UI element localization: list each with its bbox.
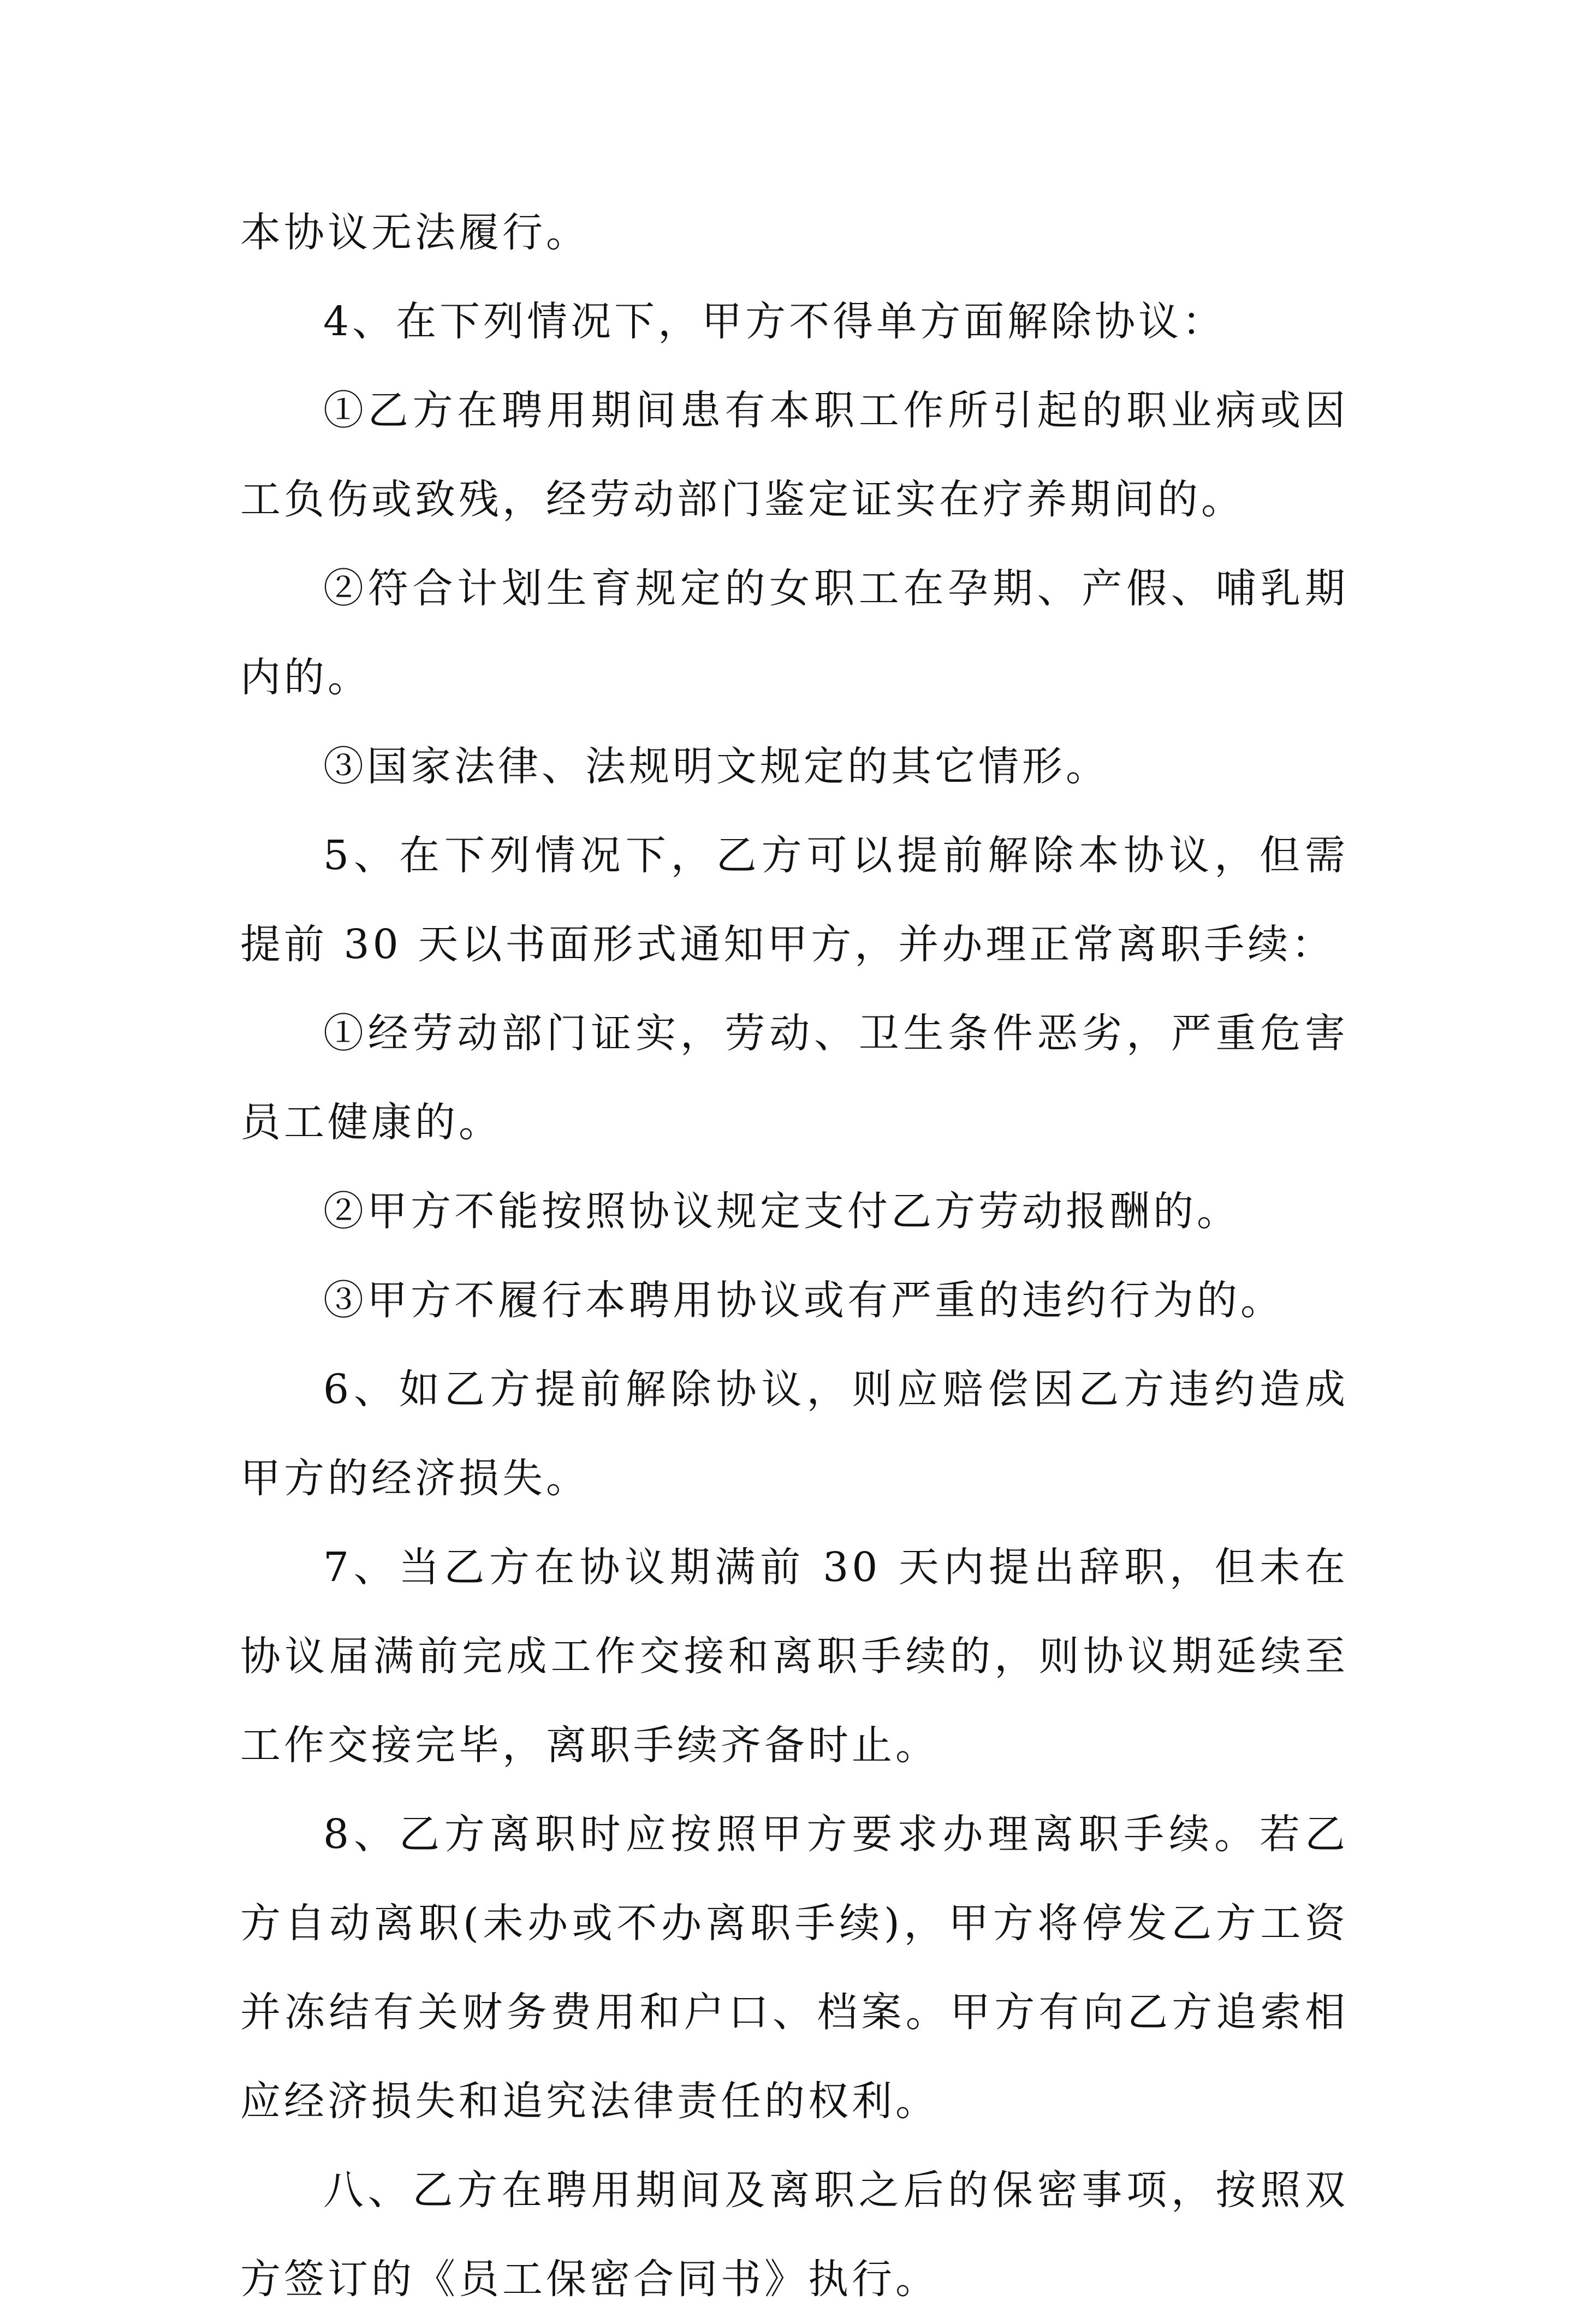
- document-body: [240, 188, 1349, 2324]
- paragraph-section-8-confidentiality: 八、乙方在聘用期间及离职之后的保密事项，按照双方签订的《员工保密合同书》执行。: [240, 2167, 1349, 2303]
- paragraph-clause-4: 4、在下列情况下，甲方不得单方面解除协议：: [323, 298, 1226, 345]
- paragraph-clause-6: 6、如乙方提前解除协议，则应赔偿因乙方违约造成甲方的经济损失。: [240, 1366, 1349, 1502]
- paragraph-clause-8: 8、乙方离职时应按照甲方要求办理离职手续。若乙方自动离职(未办或不办离职手续)，甲方将停发乙方工资并冻结有关财务费用和户口、档案。甲方有向乙方追索相应经济损失和追究法律责任的权利。: [240, 1811, 1349, 2125]
- paragraph-continuation: 本协议无法履行。: [240, 209, 590, 256]
- paragraph-clause-5-item-1: ①经劳动部门证实，劳动、卫生条件恶劣，严重危害员工健康的。: [240, 1010, 1349, 1146]
- paragraph-clause-5-item-2: ②甲方不能按照协议规定支付乙方劳动报酬的。: [323, 1188, 1240, 1235]
- paragraph-clause-5: 5、在下列情况下，乙方可以提前解除本协议，但需提前 30 天以书面形式通知甲方，并办理正常离职手续：: [240, 832, 1349, 968]
- paragraph-clause-5-item-3: ③甲方不履行本聘用协议或有严重的违约行为的。: [323, 1277, 1284, 1324]
- paragraph-clause-4-item-3: ③国家法律、法规明文规定的其它情形。: [323, 743, 1109, 790]
- paragraph-clause-4-item-2: ②符合计划生育规定的女职工在孕期、产假、哺乳期内的。: [240, 565, 1349, 701]
- paragraph-clause-7: 7、当乙方在协议期满前 30 天内提出辞职，但未在协议届满前完成工作交接和离职手续的，则协议期延续至工作交接完毕，离职手续齐备时止。: [240, 1544, 1349, 1769]
- paragraph-clause-4-item-1: ①乙方在聘用期间患有本职工作所引起的职业病或因工负伤或致残，经劳动部门鉴定证实在疗养期间的。: [240, 387, 1349, 523]
